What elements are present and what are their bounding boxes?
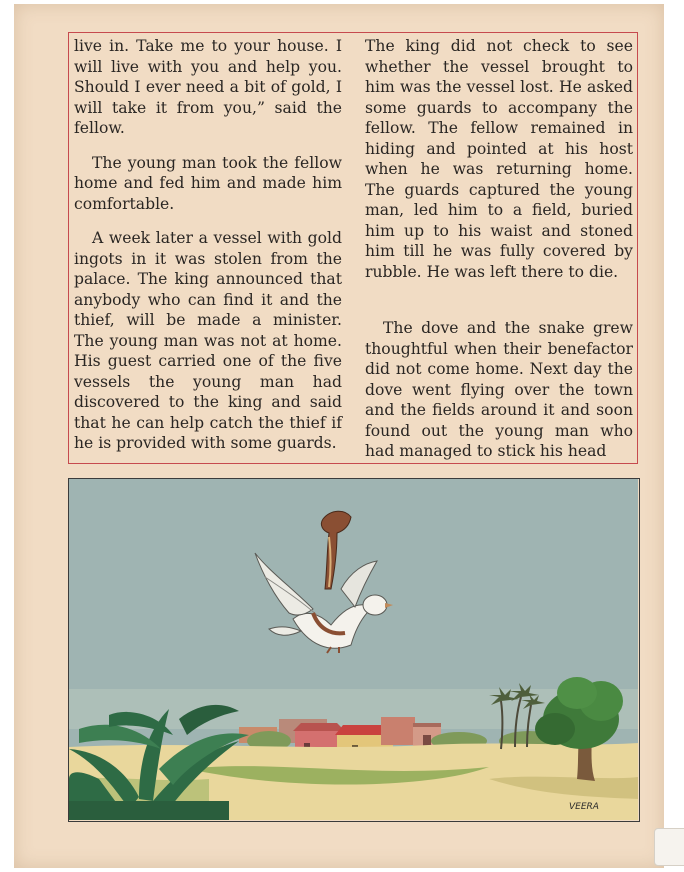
corner-logo-stamp	[654, 828, 684, 866]
comic-page	[14, 4, 664, 868]
story-paragraph: The dove and the snake grew thoughtful when their benefactor did not come home. Next day the dove went flying over the town and the fields around it and soon found out the young man who had managed to stick his head	[365, 319, 633, 460]
dove-and-snake-illustration	[68, 478, 640, 822]
artist-signature: VEERA	[569, 802, 599, 812]
story-column-right	[365, 36, 633, 462]
story-paragraph: live in. Take me to your house. I will live with you and help you. Should I ever need a bit of gold, I will take it from you,” said the fellow.	[74, 37, 342, 137]
story-column-left	[74, 36, 342, 454]
story-paragraph: A week later a vessel with gold ingots in it was stolen from the palace. The king announced that anybody who can find it and the thief, will be made a minister. The young man was not at home. His guest carried one of the five vessels the young man had discovered to the king and said that he can help catch the thief if he is provided with some guards.	[74, 229, 342, 452]
story-paragraph: The young man took the fellow home and fed him and made him comfortable.	[74, 153, 342, 213]
story-text-frame	[68, 32, 638, 464]
story-paragraph: The king did not check to see whether the vessel brought to him was the vessel lost. He asked some guards to accompany the fellow. The fellow remained in hiding and pointed at his host when he was returning home. The guards captured the young man, led him to a field, buried him up to his waist and stoned him till he was fully covered by rubble. He was left there to die.	[365, 37, 633, 281]
